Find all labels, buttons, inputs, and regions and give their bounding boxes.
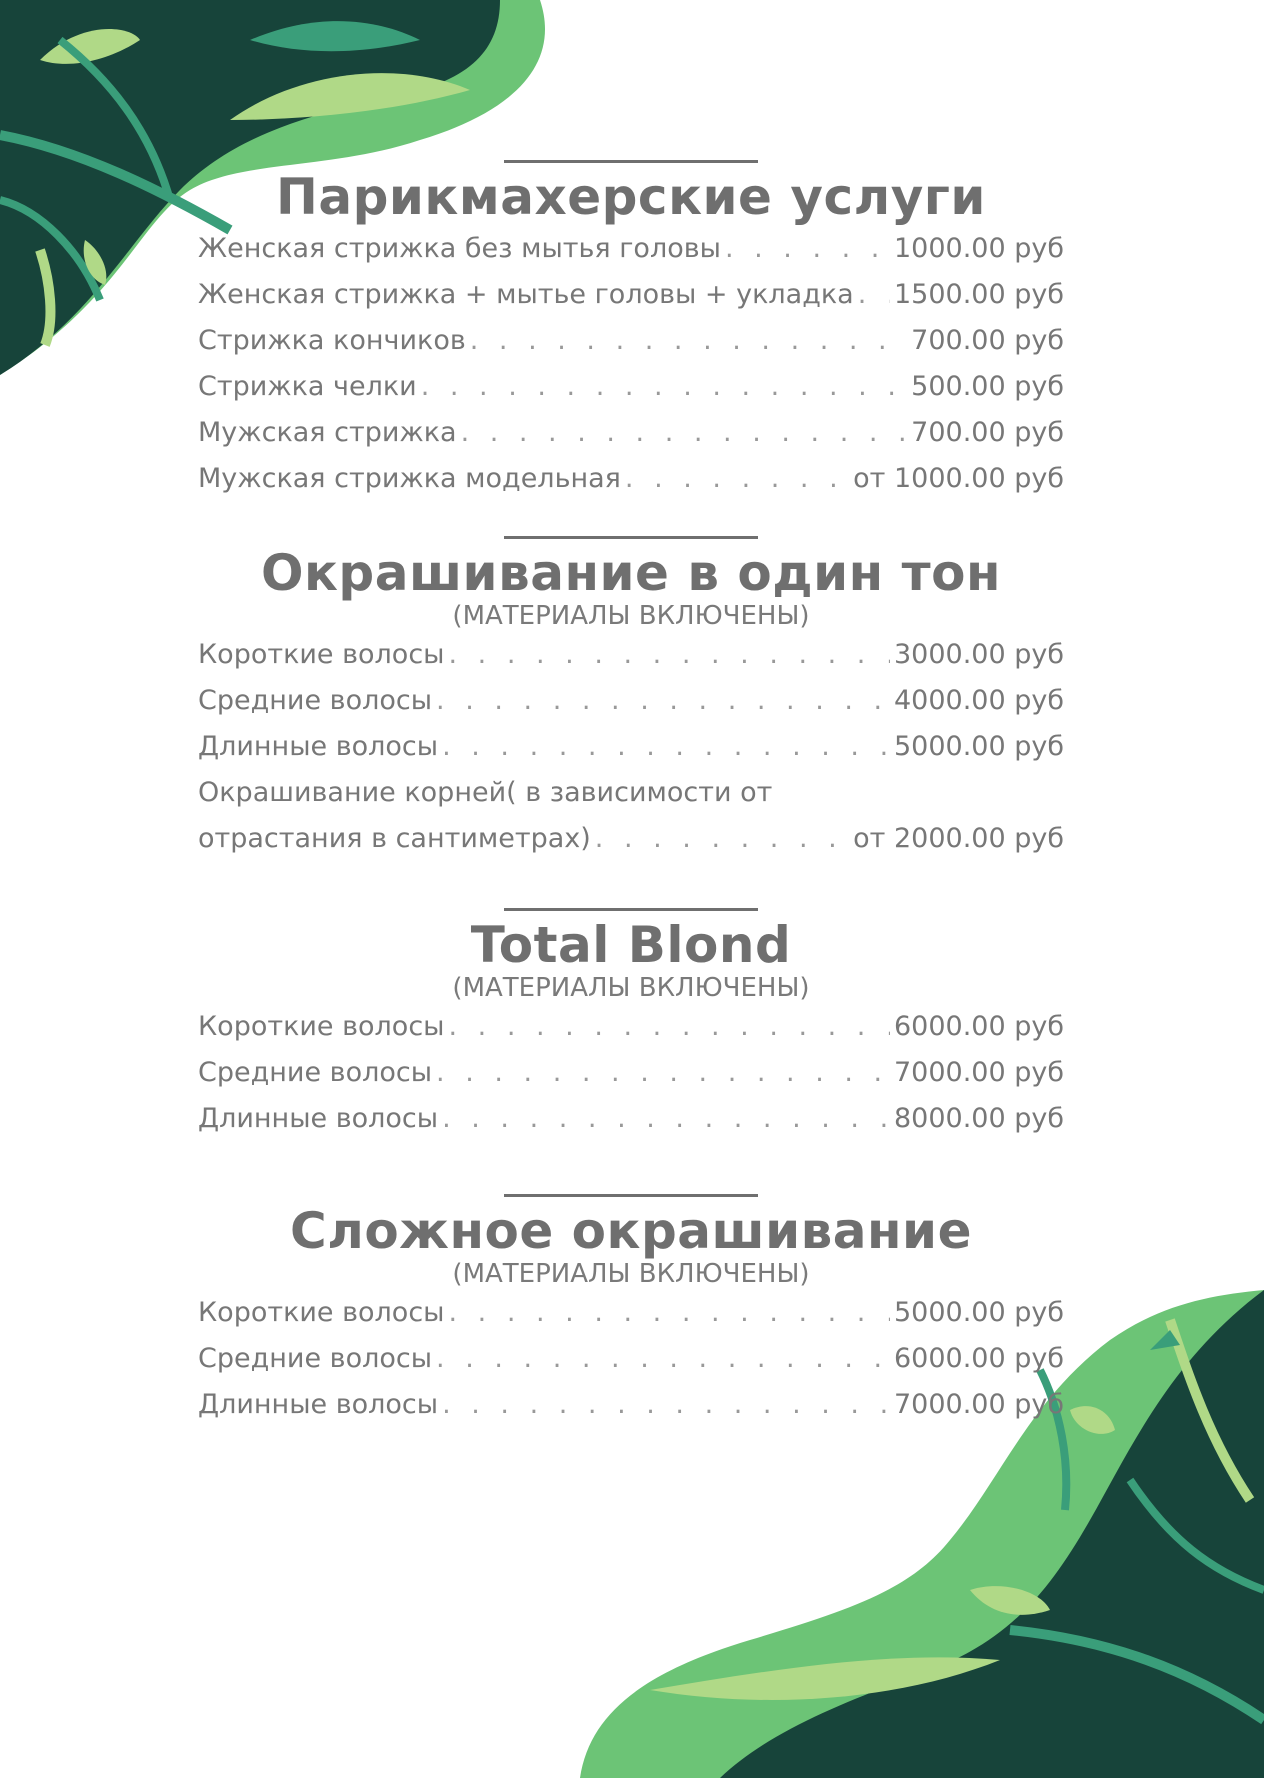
service-price: 8000.00 руб <box>893 1103 1064 1134</box>
price-row <box>198 1103 1064 1149</box>
dot-leader <box>725 233 890 264</box>
service-label: Длинные волосы <box>198 731 439 762</box>
price-row <box>198 1343 1064 1389</box>
section-subtitle: (МАТЕРИАЛЫ ВКЛЮЧЕНЫ) <box>452 973 810 1003</box>
dot-leader <box>442 1103 890 1134</box>
price-row <box>198 1389 1064 1435</box>
service-label: Стрижка кончиков <box>198 325 466 356</box>
service-price: 500.00 руб <box>911 371 1064 402</box>
service-price: 1000.00 руб <box>893 233 1064 264</box>
price-list <box>198 639 1064 869</box>
price-row <box>198 279 1064 325</box>
service-label: Стрижка челки <box>198 371 417 402</box>
service-price: 7000.00 руб <box>893 1389 1064 1420</box>
price-row <box>198 1011 1064 1057</box>
service-price: 6000.00 руб <box>893 1011 1064 1042</box>
section-subtitle: (МАТЕРИАЛЫ ВКЛЮЧЕНЫ) <box>452 601 810 631</box>
service-label: Женская стрижка без мытья головы <box>198 233 721 264</box>
service-label: Короткие волосы <box>198 639 445 670</box>
service-price: 3000.00 руб <box>893 639 1064 670</box>
dot-leader <box>442 1389 890 1420</box>
service-label: отрастания в сантиметрах) <box>198 823 591 854</box>
section-single-tone-coloring <box>198 536 1064 869</box>
service-label: Средние волосы <box>198 685 433 716</box>
section-hair-services <box>198 160 1064 509</box>
service-label: Мужская стрижка <box>198 417 457 448</box>
service-price: 5000.00 руб <box>893 1297 1064 1328</box>
service-label: Средние волосы <box>198 1057 433 1088</box>
price-list <box>198 233 1064 509</box>
service-price: 700.00 руб <box>911 325 1064 356</box>
service-price: 4000.00 руб <box>893 685 1064 716</box>
service-label: Короткие волосы <box>198 1297 445 1328</box>
dot-leader <box>449 1011 890 1042</box>
service-label: Окрашивание корней( в зависимости от <box>198 777 773 808</box>
service-price: 700.00 руб <box>911 417 1064 448</box>
service-price: 6000.00 руб <box>893 1343 1064 1374</box>
dot-leader <box>470 325 907 356</box>
service-label: Длинные волосы <box>198 1389 439 1420</box>
dot-leader <box>858 279 890 310</box>
service-price: 1500.00 руб <box>893 279 1064 310</box>
price-row <box>198 325 1064 371</box>
section-rule <box>504 1194 758 1197</box>
section-complex-coloring <box>198 1194 1064 1435</box>
price-list <box>198 1297 1064 1435</box>
service-price: 5000.00 руб <box>893 731 1064 762</box>
price-row <box>198 371 1064 417</box>
dot-leader <box>436 1057 890 1088</box>
price-row <box>198 1057 1064 1103</box>
service-label: Короткие волосы <box>198 1011 445 1042</box>
dot-leader <box>421 371 907 402</box>
service-price: от 2000.00 руб <box>853 823 1064 854</box>
dot-leader <box>442 731 890 762</box>
price-row <box>198 417 1064 463</box>
section-rule <box>504 536 758 539</box>
service-label: Средние волосы <box>198 1343 433 1374</box>
dot-leader <box>436 1343 890 1374</box>
section-total-blond <box>198 908 1064 1149</box>
price-row-wrapped-line <box>198 777 1064 823</box>
price-row <box>198 233 1064 279</box>
service-price: от 1000.00 руб <box>853 463 1064 494</box>
service-price: 7000.00 руб <box>893 1057 1064 1088</box>
price-row <box>198 463 1064 509</box>
price-row <box>198 731 1064 777</box>
dot-leader <box>449 1297 890 1328</box>
service-label: Длинные волосы <box>198 1103 439 1134</box>
section-subtitle: (МАТЕРИАЛЫ ВКЛЮЧЕНЫ) <box>452 1259 810 1289</box>
section-title: Парикмахерские услуги <box>276 168 986 226</box>
section-title: Окрашивание в один тон <box>260 544 1002 602</box>
price-row <box>198 685 1064 731</box>
dot-leader <box>436 685 890 716</box>
price-row <box>198 639 1064 685</box>
dot-leader <box>625 463 849 494</box>
dot-leader <box>461 417 908 448</box>
price-list <box>198 1011 1064 1149</box>
dot-leader <box>449 639 890 670</box>
price-row <box>198 1297 1064 1343</box>
section-rule <box>504 160 758 163</box>
service-label: Женская стрижка + мытье головы + укладка <box>198 279 854 310</box>
section-rule <box>504 908 758 911</box>
service-label: Мужская стрижка модельная <box>198 463 621 494</box>
price-row <box>198 823 1064 869</box>
section-title: Сложное окрашивание <box>290 1202 972 1260</box>
section-title: Total Blond <box>470 916 792 974</box>
dot-leader <box>595 823 849 854</box>
